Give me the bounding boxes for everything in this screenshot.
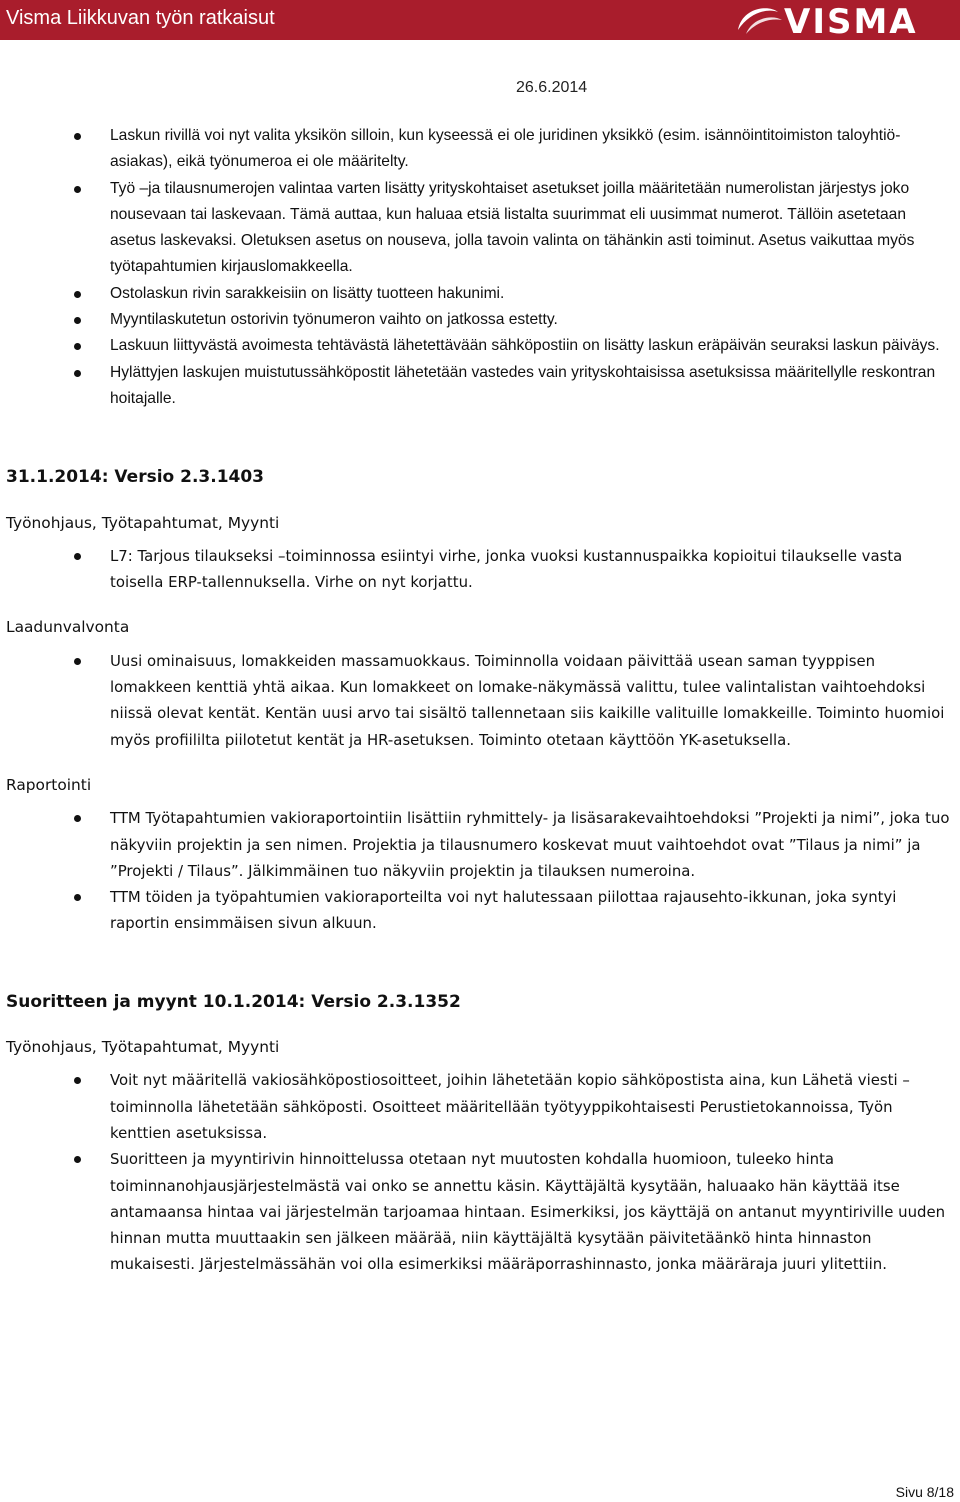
page-number: Sivu 8/18 <box>895 1484 954 1500</box>
visma-logo <box>728 0 960 40</box>
page-header <box>0 0 960 40</box>
list-item: Voit nyt määritellä vakiosähköpostiosoitteet, joihin lähetetään kopio sähköpostista aina, kun Lähetä viesti –toiminnolla lähetetään sähköposti. Osoitteet määritellään työtyyppikohtaisesti Perustietokannoissa, Työn kenttien asetuksissa. <box>0 1067 956 1146</box>
version-heading: Suoritteen ja myynt 10.1.2014: Versio 2.3.1352 <box>6 991 461 1012</box>
section-heading: Raportointi <box>6 775 92 794</box>
section-heading: Laadunvalvonta <box>6 618 130 637</box>
list-item: Ostolaskun rivin sarakkeisiin on lisätty tuotteen hakunimi. <box>0 281 956 307</box>
section-list <box>0 805 956 936</box>
list-item: Myyntilaskutetun ostorivin työnumeron vaihto on jatkossa estetty. <box>0 307 956 333</box>
intro-list <box>0 123 956 412</box>
list-item: Suoritteen ja myyntirivin hinnoittelussa otetaan nyt muutosten kohdalla huomioon, tuleeko hinta toiminnanohjausjärjestelmästä vai onko se annettu käsin. Käyttäjältä kysytään, haluaako hän käyttää itse antamaansa hintaa vai järjestelmän tarjoamaa hintaan. Esimerkiksi, jos käyttäjä on antanut myyntiriville uuden hinnan mutta muuttaakin sen jälkeen määrää, niin käyttäjältä kysytään päivitetäänkö hinta hinnaston mukaisesti. Järjestelmässähän voi olla esimerkiksi määräporrashinnasto, jonka määräraja juuri ylitettiin. <box>0 1146 956 1277</box>
section-list <box>0 543 956 596</box>
visma-logo-icon <box>728 0 788 40</box>
section-heading: Työnohjaus, Työtapahtumat, Myynti <box>6 1038 280 1057</box>
section-list <box>0 1067 956 1277</box>
section-list <box>0 648 956 753</box>
document-date: 26.6.2014 <box>516 79 588 96</box>
list-item: Uusi ominaisuus, lomakkeiden massamuokkaus. Toiminnolla voidaan päivittää usean saman tyyppisen lomakkeen kenttiä yhtä aikaa. Kun lomakkeet on lomake-näkymässä valittu, tulee valintalistan vaihtoehdoksi niissä olevat kentät. Kentän uusi arvo tai sisältö tallennetaan siis kaikille valituille lomakkeille. Toiminto huomioi myös profiililta piilotetut kentät ja HR-asetuksen. Toiminto otetaan käyttöön YK-asetuksella. <box>0 648 956 753</box>
list-item: Laskun rivillä voi nyt valita yksikön silloin, kun kyseessä ei ole juridinen yksikkö (esim. isännöintitoimiston taloyhtiö-asiakas), eikä työnumeroa ei ole määritelty. <box>0 123 956 176</box>
list-item: TTM Työtapahtumien vakioraportointiin lisättiin ryhmittely- ja lisäsarakevaihtoehdoksi ”Projekti ja nimi”, joka tuo näkyviin projektin ja sen nimen. Projektia ja tilausnumero koskevat muut vaihtoehdot ovat ”Tilaus ja nimi” ja ”Projekti / Tilaus”. Jälkimmäinen tuo näkyviin projektin ja tilauksen numeroina. <box>0 805 956 884</box>
logo-word: VISMA <box>784 2 918 42</box>
list-item: L7: Tarjous tilaukseksi –toiminnossa esiintyi virhe, jonka vuoksi kustannuspaikka kopioitui tilaukselle vasta toisella ERP-tallennuksella. Virhe on nyt korjattu. <box>0 543 956 596</box>
version-heading: 31.1.2014: Versio 2.3.1403 <box>6 467 265 488</box>
header-title: Visma Liikkuvan työn ratkaisut <box>6 7 275 29</box>
list-item: Laskuun liittyvästä avoimesta tehtävästä lähetettävään sähköpostiin on lisätty laskun eräpäivän seuraksi laskun päiväys. <box>0 333 956 359</box>
release-notes <box>0 123 956 1278</box>
list-item: TTM töiden ja työpahtumien vakioraporteilta voi nyt halutessaan piilottaa rajausehto-ikkunan, joka syntyi raportin ensimmäisen sivun alkuun. <box>0 884 956 937</box>
list-item: Työ –ja tilausnumerojen valintaa varten lisätty yrityskohtaiset asetukset joilla määritetään numerolistan järjestys joko nousevaan tai laskevaan. Tämä auttaa, kun haluaa etsiä listalta suurimmat eli uusimmat numerot. Tällöin asetetaan asetus laskevaksi. Oletuksen asetus on nouseva, jolla tavoin valinta on tähänkin asti toiminut. Asetus vaikuttaa myös työtapahtumien kirjauslomakkeella. <box>0 176 956 281</box>
section-heading: Työnohjaus, Työtapahtumat, Myynti <box>6 513 280 532</box>
list-item: Hylättyjen laskujen muistutussähköpostit lähetetään vastedes vain yrityskohtaisissa asetuksissa määritellylle reskontran hoitajalle. <box>0 360 956 413</box>
